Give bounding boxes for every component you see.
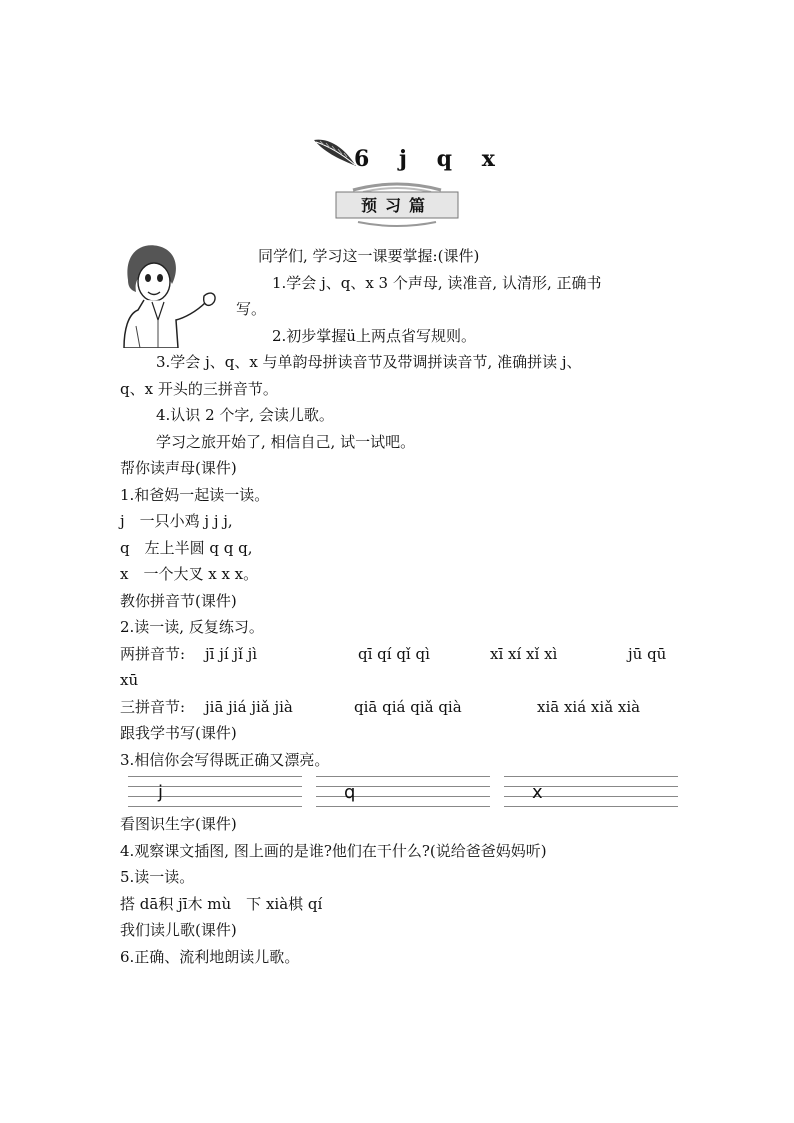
intro-line-3: 2.初步掌握ü上两点省写规则。 [272,327,476,345]
two-part-xu: xū [120,671,139,689]
two-part-label: 两拼音节: [120,645,186,663]
title-letter-q: q [436,146,455,172]
question-1: 1.和爸妈一起读一读。 [120,486,270,504]
question-3: 3.相信你会写得既正确又漂亮。 [120,751,330,769]
question-4: 4.观察课文插图, 图上画的是谁?他们在干什么?(说给爸爸妈妈听) [120,842,547,860]
writing-grid-x [504,776,678,808]
section-heading-nursery-rhyme: 我们读儿歌(课件) [120,921,237,939]
section-heading-characters: 看图识生字(课件) [120,815,237,833]
lesson-title [354,146,515,172]
vocabulary-words: 搭 dā积 jī木 mù 下 xià棋 qí [120,895,323,913]
title-number: 6 [354,146,372,172]
intro-line-4b: q、x 开头的三拼音节。 [120,380,278,398]
title-letter-j: j [398,146,409,172]
two-part-j: jī jí jǐ jì [205,645,258,663]
intro-line-1: 同学们, 学习这一课要掌握:(课件) [258,247,480,265]
banner-label: 预习篇 [360,196,433,215]
intro-line-4: 3.学会 j、q、x 与单韵母拼读音节及带调拼读音节, 准确拼读 j、 [156,353,582,371]
question-2: 2.读一读, 反复练习。 [120,618,264,636]
writing-letter-j: j [158,782,164,803]
writing-letter-x: x [532,782,543,803]
three-part-label: 三拼音节: [120,698,186,716]
feather-pen-icon [312,136,358,170]
question-5: 5.读一读。 [120,868,195,886]
rhyme-line-j: j 一只小鸡 j j j, [120,512,233,530]
three-part-x: xiā xiá xiǎ xià [537,698,641,716]
three-part-q: qiā qiá qiǎ qià [354,698,462,716]
intro-line-2: 1.学会 j、q、x 3 个声母, 读准音, 认清形, 正确书 [272,274,602,292]
two-part-ju-qu: jū qū [628,645,667,663]
question-6: 6.正确、流利地朗读儿歌。 [120,948,300,966]
three-part-j: jiā jiá jiǎ jià [205,698,293,716]
section-heading-read-initials: 帮你读声母(课件) [120,459,237,477]
two-part-q: qī qí qǐ qì [358,645,430,663]
section-banner [328,180,466,228]
teacher-illustration [118,240,226,348]
intro-line-6: 学习之旅开始了, 相信自己, 试一试吧。 [156,433,416,451]
writing-grid-j [128,776,302,808]
rhyme-line-x: x 一个大叉 x x x。 [120,565,259,583]
two-part-x: xī xí xǐ xì [490,645,558,663]
rhyme-line-q: q 左上半圆 q q q, [120,539,253,557]
intro-line-2b: 写。 [236,300,267,318]
writing-letter-q: q [344,782,356,803]
title-letter-x: x [481,146,497,172]
section-heading-syllables: 教你拼音节(课件) [120,592,237,610]
writing-grid-q [316,776,490,808]
section-heading-writing: 跟我学书写(课件) [120,724,237,742]
intro-line-5: 4.认识 2 个字, 会读儿歌。 [156,406,334,424]
